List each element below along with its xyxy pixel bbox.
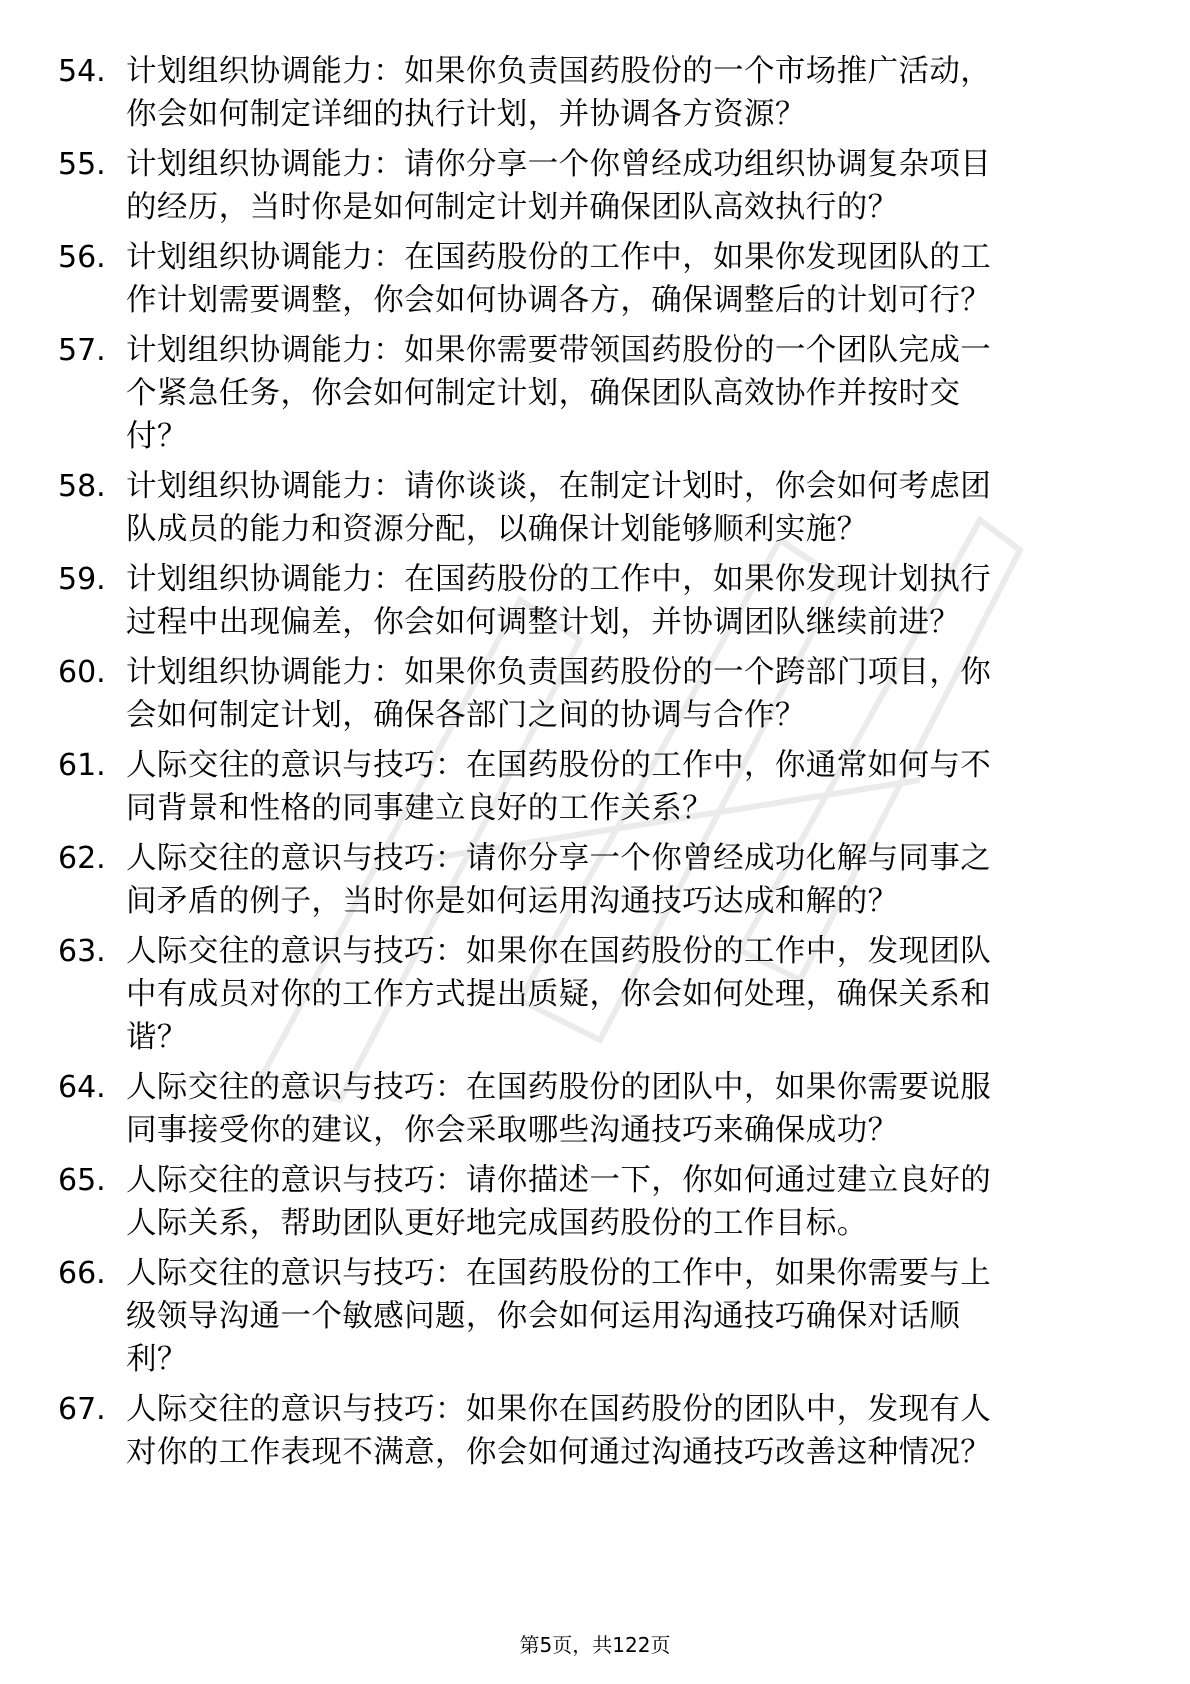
question-number: 61.	[58, 748, 106, 783]
question-line: 付？	[126, 419, 188, 454]
list-item	[58, 1252, 1118, 1381]
question-line: 谐？	[126, 1020, 188, 1055]
question-line: 人际交往的意识与技巧：请你描述一下，你如何通过建立良好的	[126, 1163, 992, 1198]
question-line: 中有成员对你的工作方式提出质疑，你会如何处理，确保关系和	[126, 977, 992, 1012]
question-line: 的经历，当时你是如何制定计划并确保团队高效执行的？	[126, 190, 899, 225]
question-number: 58.	[58, 469, 106, 504]
list-item	[58, 837, 1118, 923]
question-line: 人际交往的意识与技巧：请你分享一个你曾经成功化解与同事之	[126, 841, 992, 876]
list-item	[58, 558, 1118, 644]
question-line: 你会如何制定详细的执行计划，并协调各方资源？	[126, 97, 806, 132]
list-item	[58, 744, 1118, 830]
question-line: 同事接受你的建议，你会采取哪些沟通技巧来确保成功？	[126, 1113, 899, 1148]
question-line: 计划组织协调能力：在国药股份的工作中，如果你发现团队的工	[126, 240, 992, 275]
question-line: 人际关系，帮助团队更好地完成国药股份的工作目标。	[126, 1206, 868, 1241]
question-line: 对你的工作表现不满意，你会如何通过沟通技巧改善这种情况？	[126, 1435, 992, 1470]
question-number: 60.	[58, 655, 106, 690]
list-item	[58, 930, 1118, 1059]
question-line: 计划组织协调能力：在国药股份的工作中，如果你发现计划执行	[126, 562, 992, 597]
question-line: 人际交往的意识与技巧：在国药股份的团队中，如果你需要说服	[126, 1070, 992, 1105]
question-line: 计划组织协调能力：如果你负责国药股份的一个跨部门项目，你	[126, 655, 992, 690]
list-item	[58, 651, 1118, 737]
question-line: 同背景和性格的同事建立良好的工作关系？	[126, 791, 714, 826]
list-item	[58, 236, 1118, 322]
question-line: 计划组织协调能力：请你分享一个你曾经成功组织协调复杂项目	[126, 147, 992, 182]
question-line: 队成员的能力和资源分配，以确保计划能够顺利实施？	[126, 512, 868, 547]
question-line: 人际交往的意识与技巧：如果你在国药股份的工作中，发现团队	[126, 934, 992, 969]
question-line: 人际交往的意识与技巧：在国药股份的工作中，如果你需要与上	[126, 1256, 992, 1291]
question-line: 计划组织协调能力：如果你负责国药股份的一个市场推广活动，	[126, 54, 992, 89]
question-number: 62.	[58, 841, 106, 876]
question-line: 间矛盾的例子，当时你是如何运用沟通技巧达成和解的？	[126, 884, 899, 919]
question-number: 67.	[58, 1392, 106, 1427]
question-line: 人际交往的意识与技巧：在国药股份的工作中，你通常如何与不	[126, 748, 992, 783]
question-number: 64.	[58, 1070, 106, 1105]
question-number: 59.	[58, 562, 106, 597]
list-item	[58, 465, 1118, 551]
question-number: 54.	[58, 54, 106, 89]
question-line: 作计划需要调整，你会如何协调各方，确保调整后的计划可行？	[126, 283, 992, 318]
question-number: 57.	[58, 333, 106, 368]
question-number: 63.	[58, 934, 106, 969]
question-number: 65.	[58, 1163, 106, 1198]
question-line: 过程中出现偏差，你会如何调整计划，并协调团队继续前进？	[126, 605, 961, 640]
list-item	[58, 1066, 1118, 1152]
question-line: 级领导沟通一个敏感问题，你会如何运用沟通技巧确保对话顺	[126, 1299, 961, 1334]
list-item	[58, 143, 1118, 229]
question-line: 个紧急任务，你会如何制定计划，确保团队高效协作并按时交	[126, 376, 961, 411]
list-item	[58, 50, 1118, 136]
question-line: 利？	[126, 1342, 188, 1377]
question-number: 55.	[58, 147, 106, 182]
list-item	[58, 1159, 1118, 1245]
page-footer: 第5页，共122页	[519, 1633, 671, 1657]
list-item	[58, 329, 1118, 458]
question-number: 56.	[58, 240, 106, 275]
question-number: 66.	[58, 1256, 106, 1291]
question-line: 人际交往的意识与技巧：如果你在国药股份的团队中，发现有人	[126, 1392, 992, 1427]
list-item	[58, 1388, 1118, 1474]
question-line: 计划组织协调能力：请你谈谈，在制定计划时，你会如何考虑团	[126, 469, 992, 504]
question-line: 会如何制定计划，确保各部门之间的协调与合作？	[126, 698, 806, 733]
question-line: 计划组织协调能力：如果你需要带领国药股份的一个团队完成一	[126, 333, 992, 368]
